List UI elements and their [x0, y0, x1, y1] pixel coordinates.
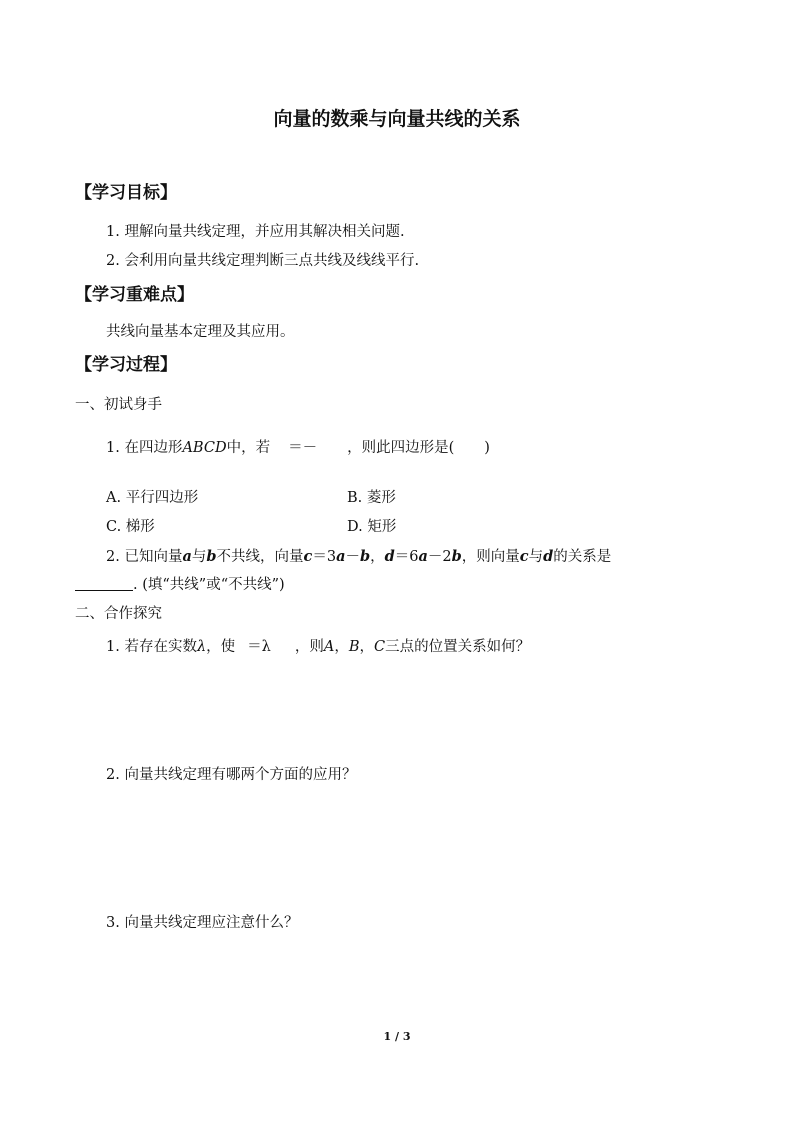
- page-number: 1 / 3: [383, 1030, 411, 1043]
- question-num: 3.: [106, 915, 120, 931]
- question-text: 向量共线定理应注意什么？: [124, 915, 299, 931]
- vector-a: a: [182, 548, 192, 565]
- option-d: [347, 515, 396, 536]
- question-num: 1.: [106, 440, 120, 456]
- question-num: 2.: [106, 767, 120, 783]
- part1-question-2: [106, 545, 611, 566]
- option-b: [347, 486, 396, 507]
- option-label: C.: [106, 519, 122, 535]
- option-label: B.: [347, 490, 363, 506]
- answer-blank[interactable]: [75, 576, 133, 591]
- question-text: ，则: [294, 639, 324, 655]
- answer-bracket: ): [484, 440, 490, 456]
- point-a: A: [323, 639, 335, 655]
- objective-item-2: [106, 249, 419, 270]
- option-text: 梯形: [125, 519, 155, 535]
- objective-text: 理解向量共线定理，并应用其解决相关问题.: [124, 224, 405, 240]
- equation-text: －2: [427, 549, 452, 565]
- part1-question-1: [106, 436, 490, 457]
- question-num: 2.: [106, 549, 120, 565]
- question-text: ，: [334, 639, 349, 655]
- question-text: ，: [359, 639, 374, 655]
- question-num: 1.: [106, 639, 120, 655]
- vector-a: a: [336, 548, 346, 565]
- part1-question-2-line2: [75, 573, 285, 594]
- equation-text: ＝－: [288, 440, 318, 456]
- objective-item-1: [106, 220, 405, 241]
- option-text: 平行四边形: [125, 490, 199, 506]
- vector-b: b: [359, 548, 371, 565]
- key-points-text: 共线向量基本定理及其应用。: [106, 324, 295, 340]
- question-text: 中，若: [226, 440, 271, 456]
- question-text: ，则向量: [461, 549, 520, 565]
- point-c: C: [374, 639, 386, 655]
- question-text: 三点的位置关系如何？: [385, 639, 531, 655]
- vector-c: c: [519, 548, 529, 565]
- key-points-heading: 【学习重难点】: [75, 285, 194, 305]
- lambda-symbol: λ: [196, 639, 207, 655]
- question-text: 的关系是: [553, 549, 612, 565]
- question-text: ，则此四边形是(: [347, 440, 455, 456]
- question-text: 已知向量: [124, 549, 183, 565]
- part2-question-3: [106, 911, 298, 932]
- question-text: 向量共线定理有哪两个方面的应用？: [124, 767, 357, 783]
- equation-text: ＝3: [312, 549, 337, 565]
- question-text: ，使: [206, 639, 236, 655]
- option-text: 矩形: [367, 519, 397, 535]
- vector-a: a: [418, 548, 428, 565]
- vector-d: d: [384, 548, 395, 565]
- option-text: 菱形: [366, 490, 396, 506]
- vector-b: b: [206, 548, 217, 565]
- question-text: . (填“共线”或“不共线”): [133, 577, 285, 593]
- question-text: 不共线，向量: [216, 549, 304, 565]
- objective-num: 2.: [106, 253, 120, 269]
- question-text: 与: [191, 549, 207, 565]
- vector-c: c: [303, 548, 313, 565]
- part1-heading: 一、初试身手: [75, 397, 162, 413]
- vector-d: d: [543, 548, 554, 565]
- question-text: 若存在实数: [124, 639, 197, 655]
- point-b: B: [348, 639, 360, 655]
- option-a: [106, 486, 198, 507]
- equation-text: ＝λ: [247, 639, 271, 655]
- shape-name: ABCD: [182, 440, 227, 456]
- option-label: D.: [347, 519, 363, 535]
- objective-num: 1.: [106, 224, 120, 240]
- equation-text: －: [345, 549, 360, 565]
- objective-text: 会利用向量共线定理判断三点共线及线线平行.: [124, 253, 420, 269]
- process-heading: 【学习过程】: [75, 355, 177, 375]
- objectives-heading: 【学习目标】: [75, 183, 177, 203]
- part2-question-1: [106, 635, 530, 656]
- part2-question-2: [106, 763, 356, 784]
- option-label: A.: [106, 490, 122, 506]
- part2-heading: 二、合作探究: [75, 606, 162, 622]
- page-title: 向量的数乘与向量共线的关系: [273, 108, 521, 130]
- equation-text: ＝6: [394, 549, 419, 565]
- vector-b: b: [451, 548, 462, 565]
- option-c: [106, 515, 155, 536]
- question-text: 在四边形: [124, 440, 183, 456]
- question-text: ，: [370, 549, 385, 565]
- question-text: 与: [528, 549, 544, 565]
